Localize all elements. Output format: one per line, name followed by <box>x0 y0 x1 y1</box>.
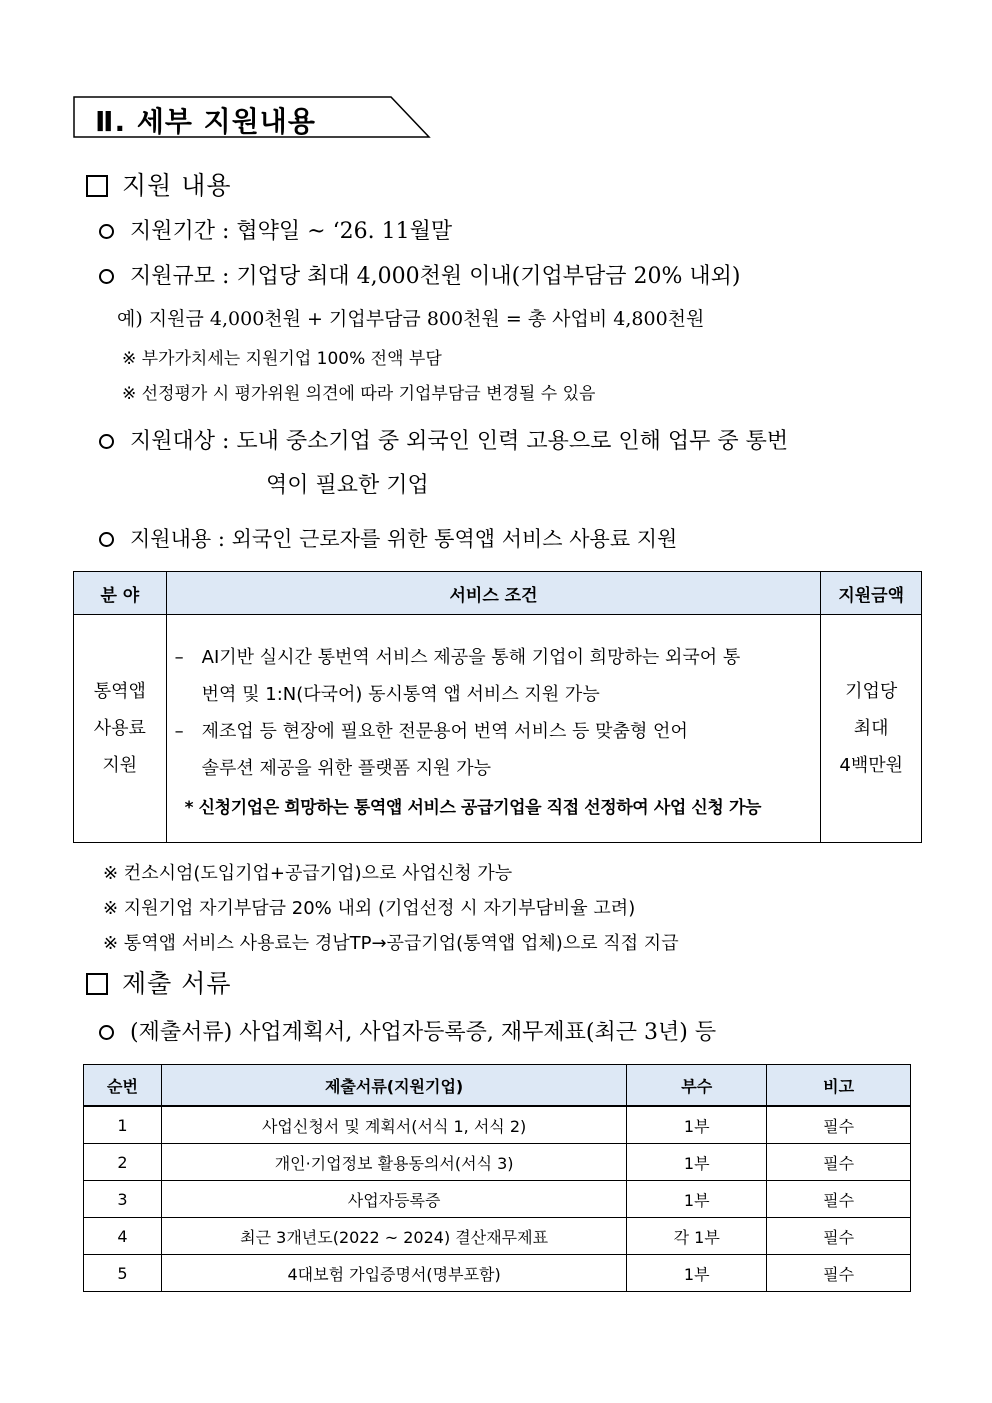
field-line: 통역앱 <box>93 681 146 702</box>
example-line: 예) 지원금 4,000천원 + 기업부담금 800천원 = 총 사업비 4,800천원 <box>117 308 705 330</box>
table-row <box>84 1255 911 1292</box>
circle-bullet-icon <box>99 224 114 239</box>
amount-line: 4백만원 <box>839 755 903 776</box>
row-number: 1 <box>84 1106 162 1144</box>
row-copies: 1부 <box>627 1181 767 1218</box>
amount-cell <box>821 615 922 843</box>
header-amount: 지원금액 <box>821 572 922 615</box>
period-text: 협약일 ~ ‘26. 11월말 <box>236 219 453 244</box>
field-line: 사용료 <box>93 718 146 739</box>
row-number: 2 <box>84 1144 162 1181</box>
row-copies: 각 1부 <box>627 1218 767 1255</box>
support-heading-text: 지원 내용 <box>122 171 232 200</box>
row-number: 3 <box>84 1181 162 1218</box>
circle-bullet-icon <box>99 1025 114 1040</box>
conditions-cell <box>166 615 821 843</box>
condition-item <box>175 713 813 750</box>
note-evaluation: ※ 선정평가 시 평가위원 의견에 따라 기업부담금 변경될 수 있음 <box>122 384 596 404</box>
support-heading <box>86 166 232 202</box>
scale-text: 기업당 최대 4,000천원 이내(기업부담금 20% 내외) <box>236 264 741 289</box>
checkbox-square-icon <box>86 175 108 197</box>
scale-label: 지원규모 : <box>130 264 237 289</box>
period-label: 지원기간 : <box>130 219 237 244</box>
scale-item <box>99 259 740 290</box>
table-row <box>84 1218 911 1255</box>
header-copies: 부수 <box>627 1065 767 1107</box>
circle-bullet-icon <box>99 532 114 547</box>
header-field: 분 야 <box>74 572 167 615</box>
note-self-burden: ※ 지원기업 자기부담금 20% 내외 (기업선정 시 자기부담비율 고려) <box>103 898 636 919</box>
section-title: Ⅱ. 세부 지원내용 <box>95 105 316 138</box>
row-document: 개인·기업정보 활용동의서(서식 3) <box>161 1144 626 1181</box>
circle-bullet-icon <box>99 269 114 284</box>
condition-text: AI기반 실시간 통번역 서비스 제공을 통해 기업이 희망하는 외국어 통 <box>201 646 741 668</box>
section-header <box>73 96 429 138</box>
condition-text: 번역 및 1:N(다국어) 동시통역 앱 서비스 지원 가능 <box>201 683 600 705</box>
field-cell <box>74 615 167 843</box>
header-number: 순번 <box>84 1065 162 1107</box>
row-remarks: 필수 <box>767 1144 911 1181</box>
documents-heading-text: 제출 서류 <box>122 969 232 998</box>
asterisk-note: * 신청기업은 희망하는 통역앱 서비스 공급기업을 직접 선정하여 사업 신청 가능 <box>184 797 762 818</box>
documents-table-header <box>84 1065 911 1107</box>
field-line: 지원 <box>102 755 138 776</box>
note-vat: ※ 부가가치세는 지원기업 100% 전액 부담 <box>122 349 442 369</box>
service-table-row <box>74 615 922 843</box>
note-consortium: ※ 컨소시엄(도입기업+공급기업)으로 사업신청 가능 <box>103 863 513 884</box>
row-remarks: 필수 <box>767 1106 911 1144</box>
documents-table <box>83 1064 911 1292</box>
service-table <box>73 571 922 843</box>
content-label: 지원내용 : <box>130 527 232 551</box>
row-copies: 1부 <box>627 1144 767 1181</box>
target-text-line1: 도내 중소기업 중 외국인 인력 고용으로 인해 업무 중 통번 <box>236 429 789 454</box>
content-item <box>99 523 677 553</box>
content-text: 외국인 근로자를 위한 통역앱 서비스 사용료 지원 <box>231 527 678 551</box>
header-remarks: 비고 <box>767 1065 911 1107</box>
amount-line: 최대 <box>853 718 889 739</box>
dash-bullet: – <box>174 720 184 742</box>
header-document: 제출서류(지원기업) <box>161 1065 626 1107</box>
condition-text: 솔루션 제공을 위한 플랫폼 지원 가능 <box>201 757 492 779</box>
documents-bullet <box>99 1015 716 1046</box>
target-text-line2: 역이 필요한 기업 <box>266 473 429 498</box>
period-item <box>99 214 452 245</box>
condition-item <box>175 639 813 676</box>
checkbox-square-icon <box>86 973 108 995</box>
amount-line: 기업당 <box>845 681 898 702</box>
condition-text: 제조업 등 현장에 필요한 전문용어 번역 서비스 등 맞춤형 언어 <box>201 720 688 742</box>
circle-bullet-icon <box>99 434 114 449</box>
row-remarks: 필수 <box>767 1181 911 1218</box>
table-row <box>84 1181 911 1218</box>
target-item <box>99 424 788 455</box>
header-conditions: 서비스 조건 <box>166 572 821 615</box>
row-copies: 1부 <box>627 1255 767 1292</box>
dash-bullet: – <box>174 646 184 668</box>
target-label: 지원대상 : <box>130 429 237 454</box>
row-copies: 1부 <box>627 1106 767 1144</box>
row-number: 4 <box>84 1218 162 1255</box>
row-remarks: 필수 <box>767 1255 911 1292</box>
table-row <box>84 1106 911 1144</box>
table-row <box>84 1144 911 1181</box>
service-table-header <box>74 572 922 615</box>
note-payment: ※ 통역앱 서비스 사용료는 경남TP→공급기업(통역앱 업체)으로 직접 지급 <box>103 933 679 954</box>
documents-bullet-text: (제출서류) 사업계획서, 사업자등록증, 재무제표(최근 3년) 등 <box>130 1020 717 1045</box>
row-document: 사업신청서 및 계획서(서식 1, 서식 2) <box>161 1106 626 1144</box>
row-number: 5 <box>84 1255 162 1292</box>
documents-heading <box>86 964 232 1000</box>
row-remarks: 필수 <box>767 1218 911 1255</box>
row-document: 최근 3개년도(2022 ~ 2024) 결산재무제표 <box>161 1218 626 1255</box>
row-document: 사업자등록증 <box>161 1181 626 1218</box>
row-document: 4대보험 가입증명서(명부포함) <box>161 1255 626 1292</box>
